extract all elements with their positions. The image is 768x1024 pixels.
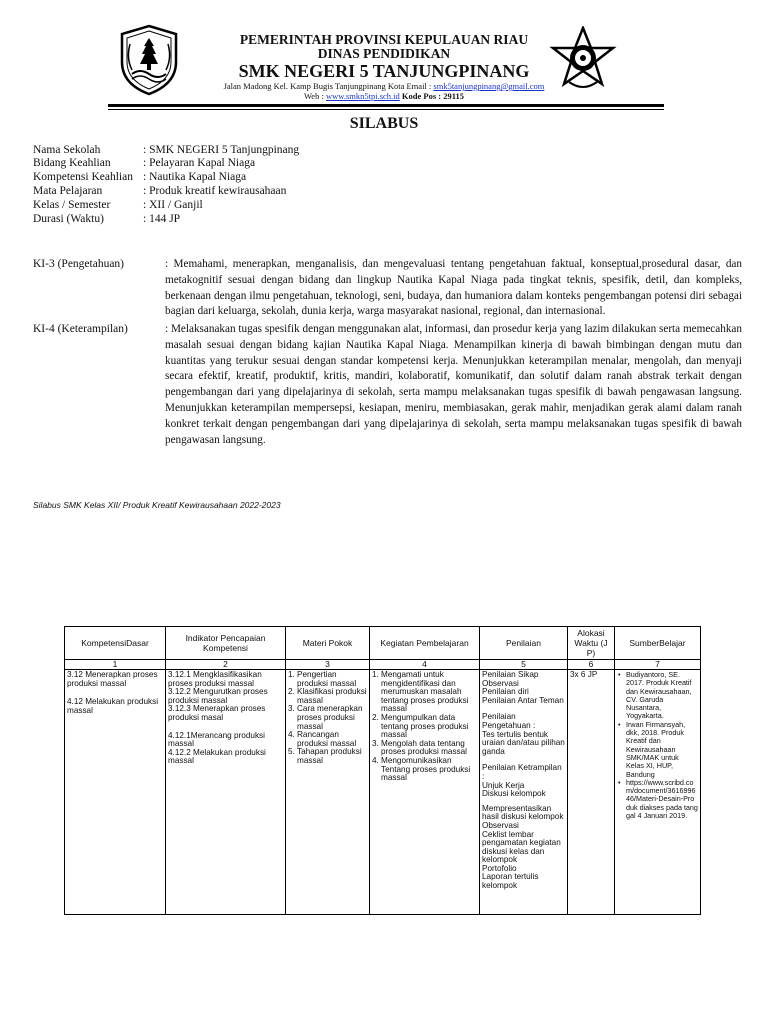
table-header-row [65,627,701,660]
materi-item: Rancangan produksi massal [297,730,357,748]
column-header: Penilaian [480,627,568,660]
agency-heading: DINAS PENDIDIKAN [317,46,451,61]
materi-item: Tahapan produksi massal [297,747,362,765]
info-label: Bidang Keahlian [33,157,111,169]
info-label: Durasi (Waktu) [33,213,104,225]
column-header: Kegiatan Pembelajaran [370,627,480,660]
column-number: 5 [480,660,568,670]
column-number: 1 [65,660,166,670]
kegiatan-item: Mengomunikasikan Tentang proses produksi massal [381,755,471,783]
materi-item: Klasifikasi produksi massal [297,687,367,705]
school-website [0,91,768,101]
column-number: 6 [568,660,615,670]
ki3-label: KI-3 (Pengetahuan) [33,258,125,270]
info-value: : 144 JP [143,213,181,225]
government-heading: PEMERINTAH PROVINSI KEPULAUAN RIAU [239,32,529,47]
info-value: : Nautika Kapal Niaga [143,171,247,183]
penilaian-line: Unjuk Kerja [482,780,525,790]
list-item [617,779,698,820]
info-label: Mata Pelajaran [33,185,103,197]
ipk-item: 3.12.3 Menerapkan proses produksi masal [168,704,266,722]
column-number-row [65,660,701,670]
penilaian-line: Observasi [482,820,519,830]
penilaian-cell [480,670,568,915]
list-item [617,721,698,779]
postal-code: Kode Pos : 29115 [401,91,465,101]
penilaian-line: Tes tertulis bentuk uraian dan/atau pilihan ganda [482,729,565,756]
penilaian-line: Laporan tertulis kelompok [482,872,539,891]
column-number: 3 [286,660,370,670]
penilaian-line: Penilaian Ketrampilan : [482,763,562,781]
ipk-item: 3.12.2 Mengurutkan proses produksi massal [168,687,268,705]
column-number: 2 [166,660,286,670]
materi-item: Pengertian produksi massal [297,670,357,688]
penilaian-line: Portofolio [482,863,517,873]
kd-item: 3.12 Menerapkan proses produksi massal [67,670,158,688]
ipk-item: 4.12.1Merancang produksi massal [168,730,265,749]
column-header: Alokasi Waktu (J P) [568,627,615,660]
penilaian-line: Ceklist lembar pengamatan kegiatan diskusi kelas dan kelompok [482,829,561,865]
column-header: Indikator Pencapaian Kompetensi [166,627,286,660]
list-item: 3. Cara menerapkan proses produksi massal [288,704,363,731]
sumber-item: Irwan Firmansyah, dkk, 2018. Produk Kreatif dan Kewirausahaan SMK/MAK untuk Kelas XI, HUP, Bandung [626,719,686,779]
alokasi-cell [568,670,615,915]
table-row [65,670,701,915]
penilaian-line: Penilaian Pengetahuan : [482,712,536,730]
ipk-item: 3.12.1 Mengklasifikasikan proses produksi massal [168,670,262,688]
sumber-cell [615,670,701,915]
column-number: 7 [615,660,701,670]
email-link[interactable]: smk5tanjungpinang@gmail.com [433,81,545,91]
info-label: Kompetensi Keahlian [33,171,133,183]
column-header: Materi Pokok [286,627,370,660]
school-name-heading: SMK NEGERI 5 TANJUNGPINANG [238,61,530,81]
page-footer: Silabus SMK Kelas XII/ Produk Kreatif Kewirausahaan 2022-2023 [33,500,281,510]
penilaian-line: Penilaian Antar Teman [482,695,564,705]
info-label: Kelas / Semester [33,199,111,211]
ipk-cell [166,670,286,915]
kegiatan-cell [370,670,480,915]
kegiatan-item: Mengolah data tentang proses produksi massal [381,738,468,757]
info-value: : SMK NEGERI 5 Tanjungpinang [143,144,300,156]
kegiatan-item: Mengumpulkan data tentang proses produksi massal [381,712,469,740]
materi-cell [286,670,370,915]
penilaian-line: Observasi [482,678,519,688]
list-item: 1. Mengamati untuk mengidentifikasi dan merumuskan masalah tentang proses produksi massal [372,670,469,714]
list-item: 5. Tahapan produksi massal [288,747,362,765]
penilaian-line: Penilaian Sikap [482,670,539,679]
column-header: SumberBelajar [615,627,701,660]
kd-item: 4.12 Melakukan produksi massal [67,697,159,715]
column-header: KompetensiDasar [65,627,166,660]
penilaian-line: Mempresentasikan hasil diskusi kelompok [482,803,564,822]
ki3-text: : Memahami, menerapkan, menganalisis, dan mengevaluasi tentang pengetahuan faktual, konseptual,prosedural dasar, dan metakognitif sesuai dengan bidang dan lingkup Nautika Kapal Niaga pada tingkat teknis, spesifik, detil, dan kompleks, berkenaan dengan ilmu pengetahuan, teknologi, seni, budaya, dan humaniora dalam konteks pengembangan potensi diri sebagai bagian dari keluarga, sekolah, dunia kerja, warga masyarakat nasional, regional, dan internasional. [165,258,742,318]
list-item [617,671,698,721]
penilaian-line: Penilaian diri [482,687,529,697]
school-address [0,81,768,91]
header-divider-thin [108,109,664,110]
ki4-label: KI-4 (Keterampilan) [33,323,128,335]
list-item: 2. Mengumpulkan data tentang proses produksi massal [372,712,469,740]
syllabus-table [64,626,701,915]
web-label: Web : [303,91,324,101]
kd-cell [65,670,166,915]
info-value: : Pelayaran Kapal Niaga [143,157,256,169]
list-item: 1. Pengertian produksi massal [288,670,357,688]
sumber-item: Budiyantoro, SE. 2017. Produk Kreatif dan Kewirausahaan, CV. Garuda Nusantara, Yogyakarta. [626,670,692,721]
penilaian-line: Diskusi kelompok [482,789,546,799]
document-title: SILABUS [349,115,419,132]
materi-item: Cara menerapkan proses produksi massal [297,704,363,731]
list-item: 3. Mengolah data tentang proses produksi massal [372,738,468,757]
alokasi-value: 3x 6 JP [570,670,598,679]
list-item: 4. Rancangan produksi massal [288,730,357,748]
ipk-item: 4.12.2 Melakukan produksi massal [168,747,266,766]
info-value: : XII / Ganjil [143,199,203,211]
column-number: 4 [370,660,480,670]
ki4-text: : Melaksanakan tugas spesifik dengan menggunakan alat, informasi, dan prosedur kerja yang lazim dilakukan serta memecahkan masalah sesuai dengan bidang kajian Nautika Kapal Niaga. Menampilkan kinerja di bawah bimbingan dengan mutu dan kuantitas yang terukur sesuai dengan standar kompetensi kerja. Menunjukkan keterampilan menalar, mengolah, dan menyaji secara efektif, kreatif, produktif, kritis, mandiri, kolaboratif, komunikatif, dan solutif dalam ranah abstrak terkait dengan pengembangan dari yang dipelajarinya di sekolah, serta mampu melaksanakan tugas spesifik di bawah pengawasan langsung. Menunjukkan keterampilan mempersepsi, kesiapan, meniru, membiasakan, gerak mahir, menjadikan gerak alami dalam ranah konkret terkait dengan pengembangan dari yang dipelajarinya di sekolah, serta mampu melaksanakan tugas spesifik di bawah pengawasan langsung. [165,323,742,446]
list-item: 2. Klasifikasi produksi massal [288,687,367,705]
kegiatan-item: Mengamati untuk mengidentifikasi dan merumuskan masalah tentang proses produksi massal [381,670,469,714]
info-value: : Produk kreatif kewirausahaan [143,185,287,197]
header-divider [108,104,664,107]
list-item: 4. Mengomunikasikan Tentang proses produksi massal [372,755,471,783]
website-link[interactable]: www.smkn5tpi.sch.id [325,91,400,101]
sumber-item: https://www.scribd.com/document/361699646/Materi-Desain-Produk diakses pada tanggal 4 Januari 2019. [626,777,698,821]
info-label: Nama Sekolah [33,144,101,156]
address-text: Jalan Madong Kel. Kamp Bugis Tanjungpinang Kota Email : [223,81,432,91]
